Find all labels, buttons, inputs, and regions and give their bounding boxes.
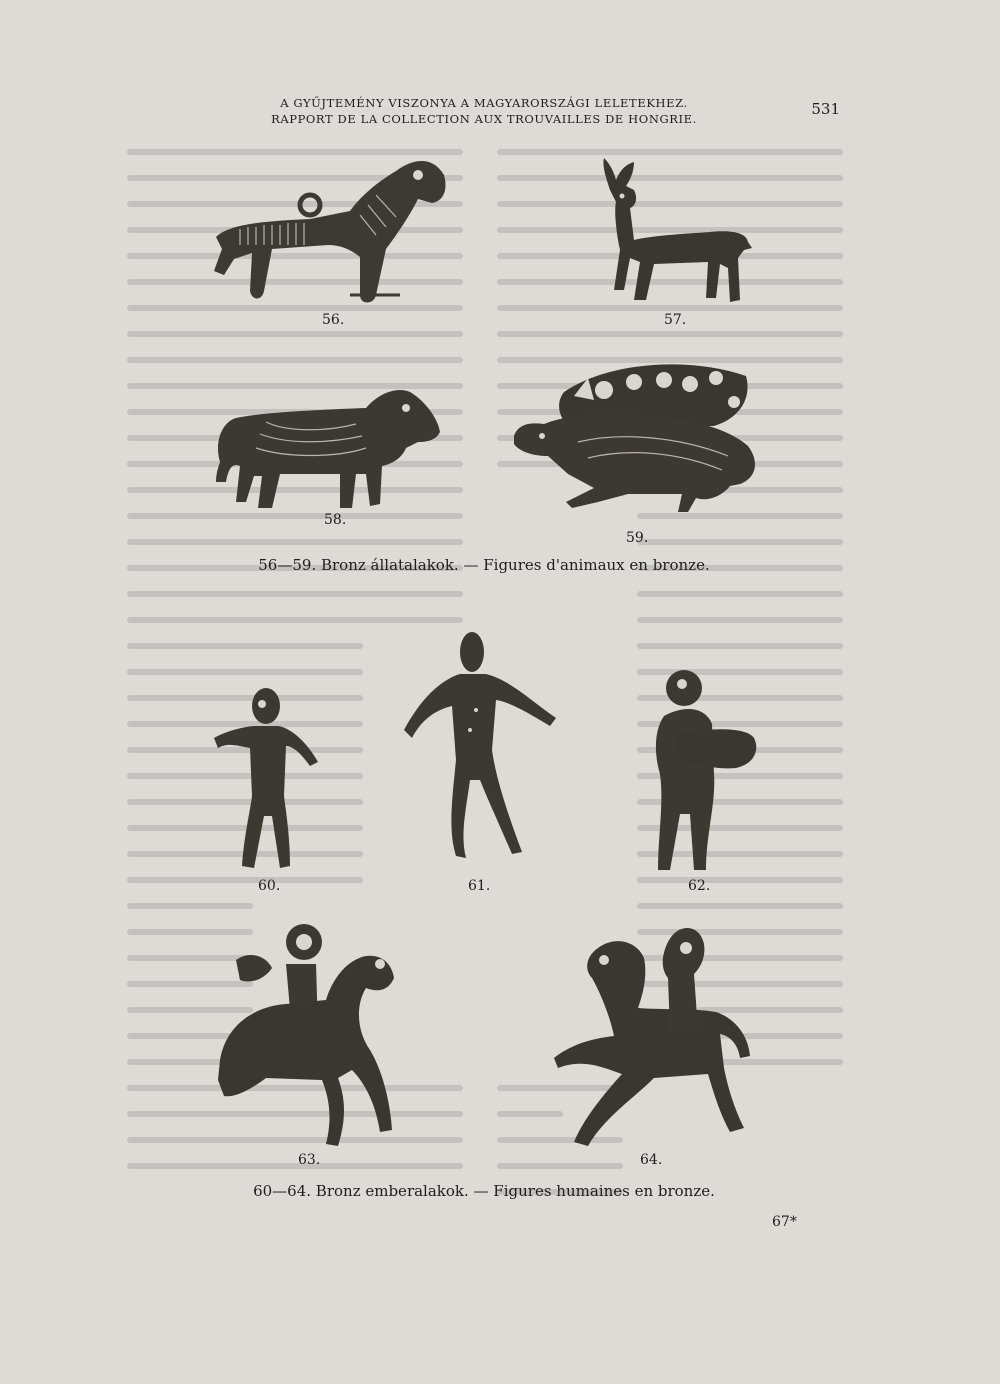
figure-label-60: 60. (258, 878, 281, 894)
figure-label-63: 63. (298, 1152, 321, 1168)
figure-label-59: 59. (626, 530, 649, 546)
running-header-french: RAPPORT DE LA COLLECTION AUX TROUVAILLES DE HONGRIE. (271, 112, 697, 126)
figure-56-bronze-horse-pendant (200, 145, 460, 315)
caption-animal-figures: 56—59. Bronz állatalakok. — Figures d'animaux en bronze. (258, 556, 710, 574)
figure-62-bronze-human (636, 664, 766, 878)
figure-label-56: 56. (322, 312, 345, 328)
figure-57-bronze-deer (590, 150, 770, 315)
running-header-hungarian: A GYŰJTEMÉNY VISZONYA A MAGYARORSZÁGI LELETEKHEZ. (280, 96, 688, 110)
figure-59-bronze-boar (508, 352, 768, 522)
figure-label-58: 58. (324, 512, 347, 528)
figure-58-bronze-quadruped (206, 378, 446, 518)
page-number: 531 (811, 100, 840, 118)
figure-63-bronze-horseman (206, 920, 406, 1152)
figure-61-bronze-human (400, 630, 560, 860)
caption-human-figures: 60—64. Bronz emberalakok. — Figures humaines en bronze. (253, 1182, 715, 1200)
figure-label-57: 57. (664, 312, 687, 328)
signature-mark: 67* (772, 1214, 797, 1230)
figure-label-61: 61. (468, 878, 491, 894)
figure-label-64: 64. (640, 1152, 663, 1168)
figure-64-bronze-horseman (544, 918, 754, 1154)
figure-label-62: 62. (688, 878, 711, 894)
figure-60-bronze-human (208, 686, 328, 880)
